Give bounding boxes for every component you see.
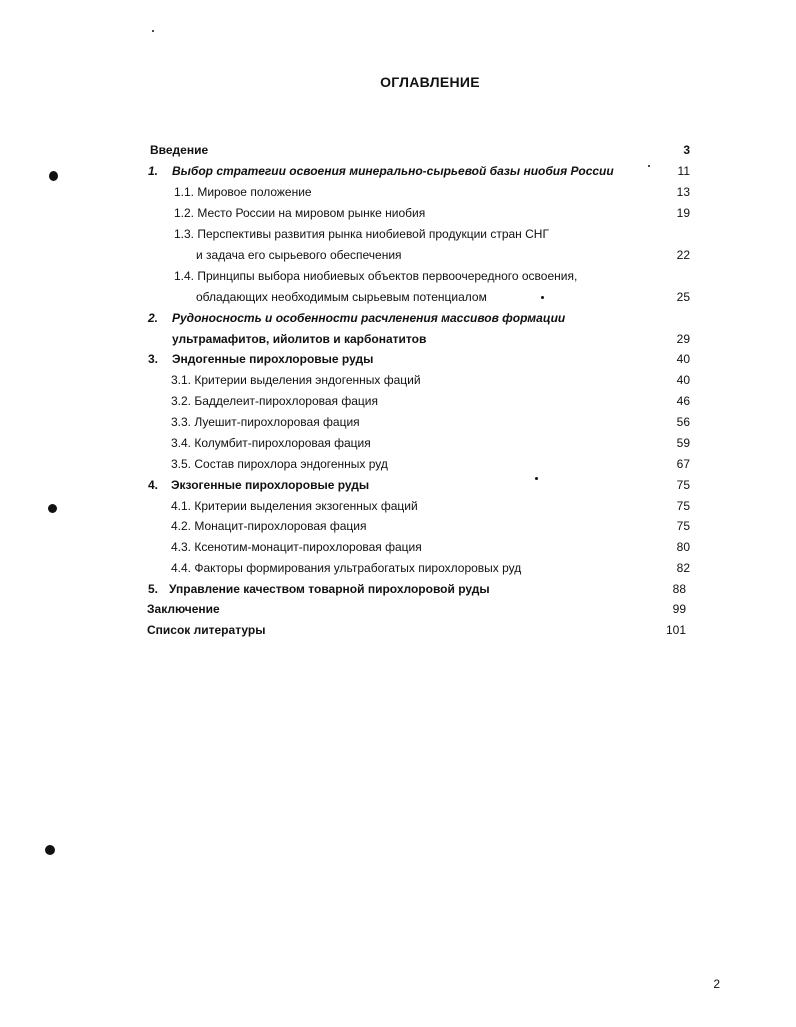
toc-entry-page: 40 bbox=[676, 373, 690, 387]
toc-entry-number: 1. bbox=[148, 164, 159, 178]
toc-entry-page: 56 bbox=[676, 415, 690, 429]
toc-entry-text: Эндогенные пирохлоровые руды bbox=[172, 352, 374, 366]
toc-entry-text: 4.4. Факторы формирования ультрабогатых пирохлоровых руд bbox=[171, 561, 522, 575]
toc-entry-text: 3.2. Бадделеит-пирохлоровая фация bbox=[171, 394, 378, 408]
punch-hole-mark bbox=[45, 845, 55, 855]
toc-entry-page: 75 bbox=[676, 499, 690, 513]
toc-entry-page: 82 bbox=[676, 561, 690, 575]
toc-entry-page: 29 bbox=[676, 332, 690, 346]
toc-entry-page: 101 bbox=[665, 623, 686, 637]
toc-entry-page: 67 bbox=[676, 457, 690, 471]
toc-entry-text: 3.1. Критерии выделения эндогенных фаций bbox=[171, 373, 421, 387]
toc-entry-text: Выбор стратегии освоения минерально-сырьевой базы ниобия России bbox=[172, 164, 614, 178]
toc-entry-text: 1.4. Принципы выбора ниобиевых объектов первоочередного освоения, bbox=[174, 269, 578, 283]
toc-entry-page: 88 bbox=[672, 582, 686, 596]
toc-entry-text: 4.2. Монацит-пирохлоровая фация bbox=[171, 519, 367, 533]
punch-hole-mark bbox=[48, 504, 57, 513]
scan-speck bbox=[541, 296, 544, 299]
toc-entry-page: 13 bbox=[676, 185, 690, 199]
toc-entry-text: Экзогенные пирохлоровые руды bbox=[171, 478, 370, 492]
toc-entry-text: Список литературы bbox=[147, 623, 266, 637]
toc-entry-page: 3 bbox=[683, 143, 690, 157]
toc-entry-text: и задача его сырьевого обеспечения bbox=[196, 248, 402, 262]
toc-entry-text: 3.3. Луешит-пирохлоровая фация bbox=[171, 415, 360, 429]
toc-entry-number: 5. bbox=[148, 582, 159, 596]
toc-entry-text: Рудоносность и особенности расчленения массивов формации bbox=[172, 311, 566, 325]
toc-entry-number: 2. bbox=[148, 311, 159, 325]
toc-entry-page: 99 bbox=[672, 602, 686, 616]
toc-entry-number: 3. bbox=[148, 352, 159, 366]
scan-speck bbox=[152, 30, 154, 32]
toc-entry-page: 75 bbox=[676, 478, 690, 492]
punch-hole-mark bbox=[49, 171, 58, 181]
scan-speck bbox=[648, 165, 650, 167]
toc-entry-page: 80 bbox=[676, 540, 690, 554]
toc-entry-text: ультрамафитов, ийолитов и карбонатитов bbox=[172, 332, 427, 346]
toc-entry-number: 4. bbox=[148, 478, 159, 492]
toc-entry-text: обладающих необходимым сырьевым потенциалом bbox=[196, 290, 487, 304]
toc-entry-text: 4.3. Ксенотим-монацит-пирохлоровая фация bbox=[171, 540, 422, 554]
toc-entry-page: 40 bbox=[676, 352, 690, 366]
page-number: 2 bbox=[713, 977, 720, 991]
toc-entry-text: 4.1. Критерии выделения экзогенных фаций bbox=[171, 499, 418, 513]
toc-entry-text: 3.4. Колумбит-пирохлоровая фация bbox=[171, 436, 371, 450]
toc-entry-page: 25 bbox=[676, 290, 690, 304]
toc-entry-text: 1.3. Перспективы развития рынка ниобиевой продукции стран СНГ bbox=[174, 227, 549, 241]
toc-entry-page: 22 bbox=[676, 248, 690, 262]
toc-entry-text: Введение bbox=[150, 143, 209, 157]
toc-entry-page: 19 bbox=[676, 206, 690, 220]
toc-entry-text: 1.1. Мировое положение bbox=[174, 185, 312, 199]
scan-speck bbox=[535, 477, 538, 480]
toc-entry-page: 59 bbox=[676, 436, 690, 450]
toc-entry-text: Управление качеством товарной пирохлоровой руды bbox=[169, 582, 490, 596]
toc-entry-text: 3.5. Состав пирохлора эндогенных руд bbox=[171, 457, 388, 471]
toc-entry-text: Заключение bbox=[147, 602, 220, 616]
toc-entry-page: 11 bbox=[677, 164, 690, 178]
page-title: ОГЛАВЛЕНИЕ bbox=[380, 74, 480, 90]
toc-entry-page: 75 bbox=[676, 519, 690, 533]
toc-entry-text: 1.2. Место России на мировом рынке ниобия bbox=[174, 206, 426, 220]
toc-entry-page: 46 bbox=[676, 394, 690, 408]
